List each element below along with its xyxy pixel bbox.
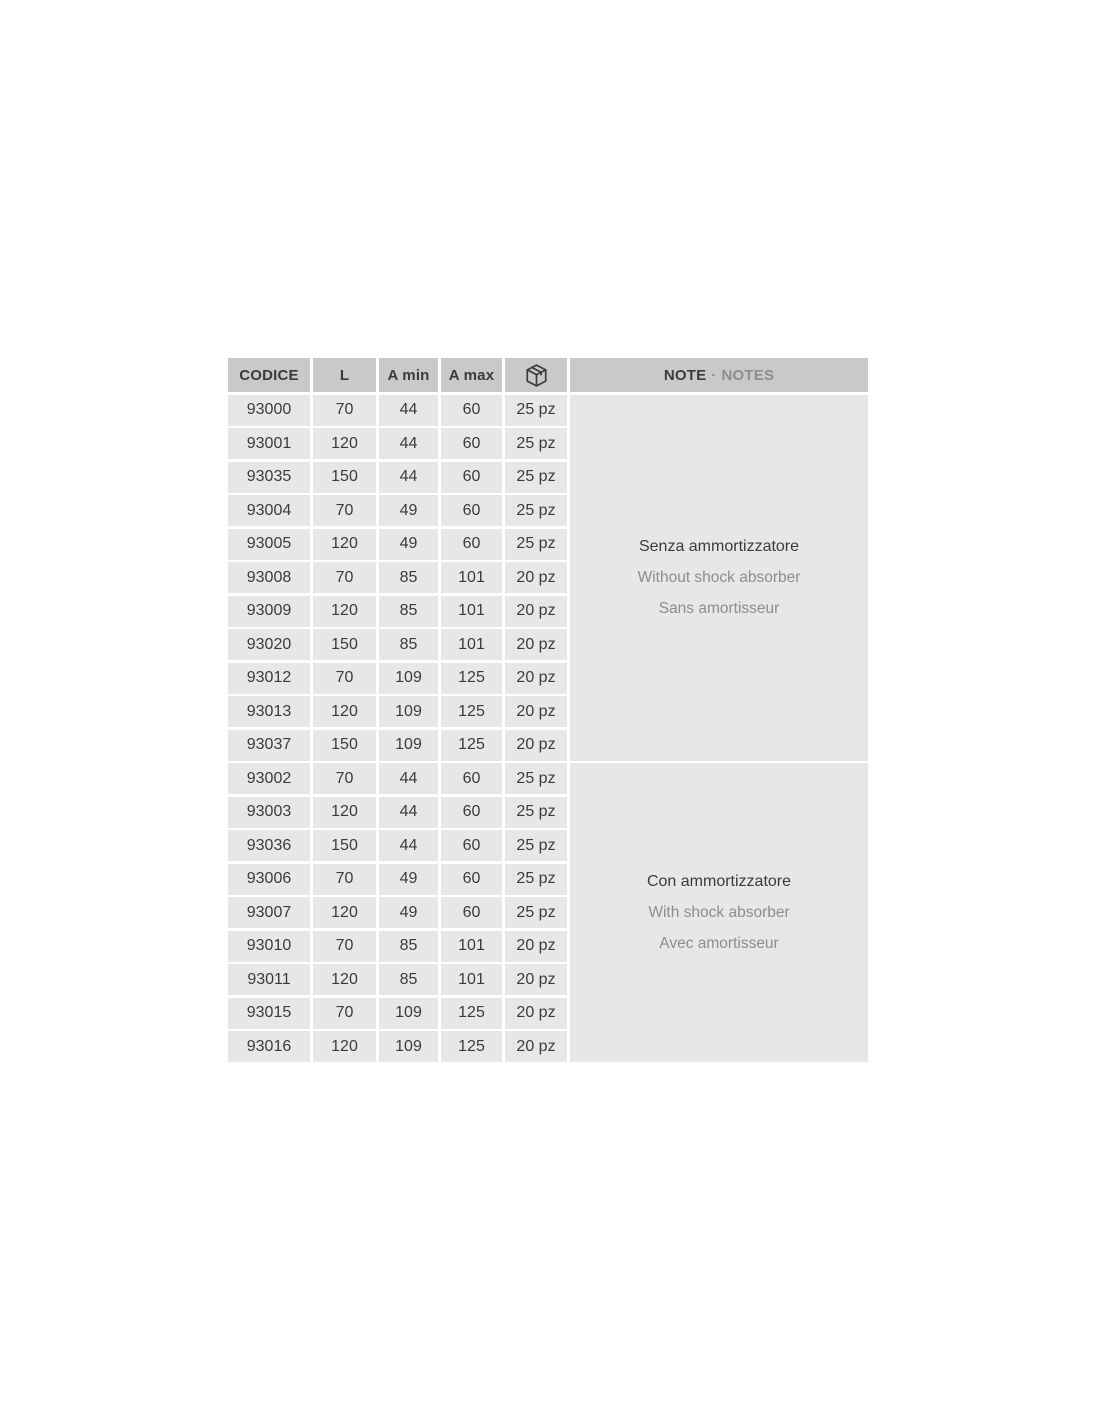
column-header-l: L <box>313 358 376 392</box>
table-cell-package-qty: 25 pz <box>505 495 567 526</box>
table-cell-l: 150 <box>313 730 376 761</box>
table-cell-a-min: 44 <box>379 830 438 861</box>
table-cell-a-max: 101 <box>441 629 502 660</box>
table-cell-codice: 93016 <box>228 1031 310 1062</box>
table-cell-a-max: 60 <box>441 462 502 493</box>
table-cell-a-max: 60 <box>441 830 502 861</box>
table-cell-a-min: 44 <box>379 395 438 426</box>
table-cell-l: 150 <box>313 462 376 493</box>
column-header-a-max: A max <box>441 358 502 392</box>
note-separator: · <box>711 366 717 384</box>
table-cell-a-max: 125 <box>441 998 502 1029</box>
table-cell-a-min: 109 <box>379 730 438 761</box>
table-cell-a-min: 49 <box>379 864 438 895</box>
table-cell-codice: 93036 <box>228 830 310 861</box>
table-cell-codice: 93035 <box>228 462 310 493</box>
table-cell-codice: 93000 <box>228 395 310 426</box>
table-cell-a-min: 44 <box>379 462 438 493</box>
table-cell-a-max: 101 <box>441 931 502 962</box>
notes-label: NOTES <box>721 366 775 384</box>
table-cell-codice: 93003 <box>228 797 310 828</box>
table-cell-codice: 93005 <box>228 529 310 560</box>
table-cell-a-max: 60 <box>441 763 502 794</box>
table-cell-a-min: 44 <box>379 763 438 794</box>
table-cell-a-max: 60 <box>441 395 502 426</box>
table-cell-codice: 93008 <box>228 562 310 593</box>
column-header-a-min: A min <box>379 358 438 392</box>
table-cell-l: 120 <box>313 696 376 727</box>
column-header-package <box>505 358 567 392</box>
table-cell-a-max: 60 <box>441 864 502 895</box>
table-cell-l: 70 <box>313 562 376 593</box>
column-header-notes <box>570 358 868 392</box>
table-cell-a-max: 125 <box>441 1031 502 1062</box>
table-cell-package-qty: 25 pz <box>505 830 567 861</box>
table-cell-codice: 93015 <box>228 998 310 1029</box>
table-cell-package-qty: 25 pz <box>505 395 567 426</box>
table-cell-a-max: 125 <box>441 663 502 694</box>
note-line-french: Avec amortisseur <box>659 934 779 952</box>
table-cell-package-qty: 20 pz <box>505 964 567 995</box>
note-label: NOTE <box>663 366 707 384</box>
table-cell-l: 70 <box>313 395 376 426</box>
table-cell-a-min: 49 <box>379 897 438 928</box>
note-line-french: Sans amortisseur <box>658 599 780 617</box>
note-line-italian: Con ammortizzatore <box>646 872 792 890</box>
table-cell-a-min: 109 <box>379 998 438 1029</box>
column-header-codice: CODICE <box>228 358 310 392</box>
table-cell-codice: 93009 <box>228 596 310 627</box>
table-cell-a-min: 85 <box>379 931 438 962</box>
table-cell-codice: 93001 <box>228 428 310 459</box>
note-block-with-shock-absorber <box>570 763 868 1062</box>
table-cell-a-min: 85 <box>379 562 438 593</box>
table-cell-a-max: 60 <box>441 495 502 526</box>
table-cell-a-max: 60 <box>441 897 502 928</box>
table-cell-l: 120 <box>313 964 376 995</box>
table-cell-codice: 93011 <box>228 964 310 995</box>
table-cell-l: 70 <box>313 931 376 962</box>
table-cell-a-max: 125 <box>441 730 502 761</box>
table-cell-codice: 93020 <box>228 629 310 660</box>
table-cell-l: 120 <box>313 428 376 459</box>
table-cell-l: 120 <box>313 1031 376 1062</box>
table-cell-package-qty: 20 pz <box>505 562 567 593</box>
table-cell-codice: 93002 <box>228 763 310 794</box>
table-cell-l: 120 <box>313 797 376 828</box>
table-cell-a-max: 101 <box>441 562 502 593</box>
note-block-without-shock-absorber <box>570 395 868 761</box>
note-line-italian: Senza ammortizzatore <box>638 537 800 555</box>
table-cell-package-qty: 20 pz <box>505 730 567 761</box>
table-cell-codice: 93037 <box>228 730 310 761</box>
table-cell-codice: 93007 <box>228 897 310 928</box>
table-cell-codice: 93012 <box>228 663 310 694</box>
table-cell-package-qty: 25 pz <box>505 897 567 928</box>
table-cell-package-qty: 20 pz <box>505 931 567 962</box>
table-cell-a-min: 85 <box>379 596 438 627</box>
table-cell-codice: 93010 <box>228 931 310 962</box>
table-cell-l: 120 <box>313 897 376 928</box>
table-cell-a-min: 109 <box>379 1031 438 1062</box>
table-cell-package-qty: 20 pz <box>505 1031 567 1062</box>
table-cell-a-max: 101 <box>441 964 502 995</box>
table-cell-codice: 93006 <box>228 864 310 895</box>
table-cell-a-max: 101 <box>441 596 502 627</box>
table-cell-a-min: 109 <box>379 696 438 727</box>
table-cell-l: 150 <box>313 830 376 861</box>
table-cell-a-min: 49 <box>379 529 438 560</box>
note-line-english: Without shock absorber <box>637 568 801 586</box>
table-cell-a-min: 49 <box>379 495 438 526</box>
table-cell-package-qty: 20 pz <box>505 629 567 660</box>
table-cell-l: 70 <box>313 998 376 1029</box>
table-cell-a-max: 60 <box>441 428 502 459</box>
table-cell-l: 120 <box>313 529 376 560</box>
table-cell-l: 120 <box>313 596 376 627</box>
table-cell-package-qty: 25 pz <box>505 763 567 794</box>
table-cell-codice: 93013 <box>228 696 310 727</box>
table-cell-l: 70 <box>313 763 376 794</box>
table-cell-package-qty: 20 pz <box>505 998 567 1029</box>
table-cell-a-max: 60 <box>441 797 502 828</box>
table-cell-package-qty: 25 pz <box>505 428 567 459</box>
table-cell-a-min: 85 <box>379 629 438 660</box>
table-cell-package-qty: 25 pz <box>505 462 567 493</box>
table-cell-a-min: 85 <box>379 964 438 995</box>
table-cell-package-qty: 25 pz <box>505 864 567 895</box>
product-table <box>228 358 868 1062</box>
table-cell-package-qty: 20 pz <box>505 696 567 727</box>
table-cell-a-min: 44 <box>379 428 438 459</box>
table-cell-a-max: 60 <box>441 529 502 560</box>
table-cell-package-qty: 20 pz <box>505 663 567 694</box>
table-cell-l: 150 <box>313 629 376 660</box>
note-line-english: With shock absorber <box>648 903 790 921</box>
table-cell-l: 70 <box>313 495 376 526</box>
package-box-icon <box>523 362 550 389</box>
table-cell-a-min: 109 <box>379 663 438 694</box>
table-cell-l: 70 <box>313 864 376 895</box>
table-cell-l: 70 <box>313 663 376 694</box>
table-cell-a-max: 125 <box>441 696 502 727</box>
table-cell-package-qty: 20 pz <box>505 596 567 627</box>
table-cell-codice: 93004 <box>228 495 310 526</box>
table-cell-a-min: 44 <box>379 797 438 828</box>
table-cell-package-qty: 25 pz <box>505 797 567 828</box>
table-cell-package-qty: 25 pz <box>505 529 567 560</box>
